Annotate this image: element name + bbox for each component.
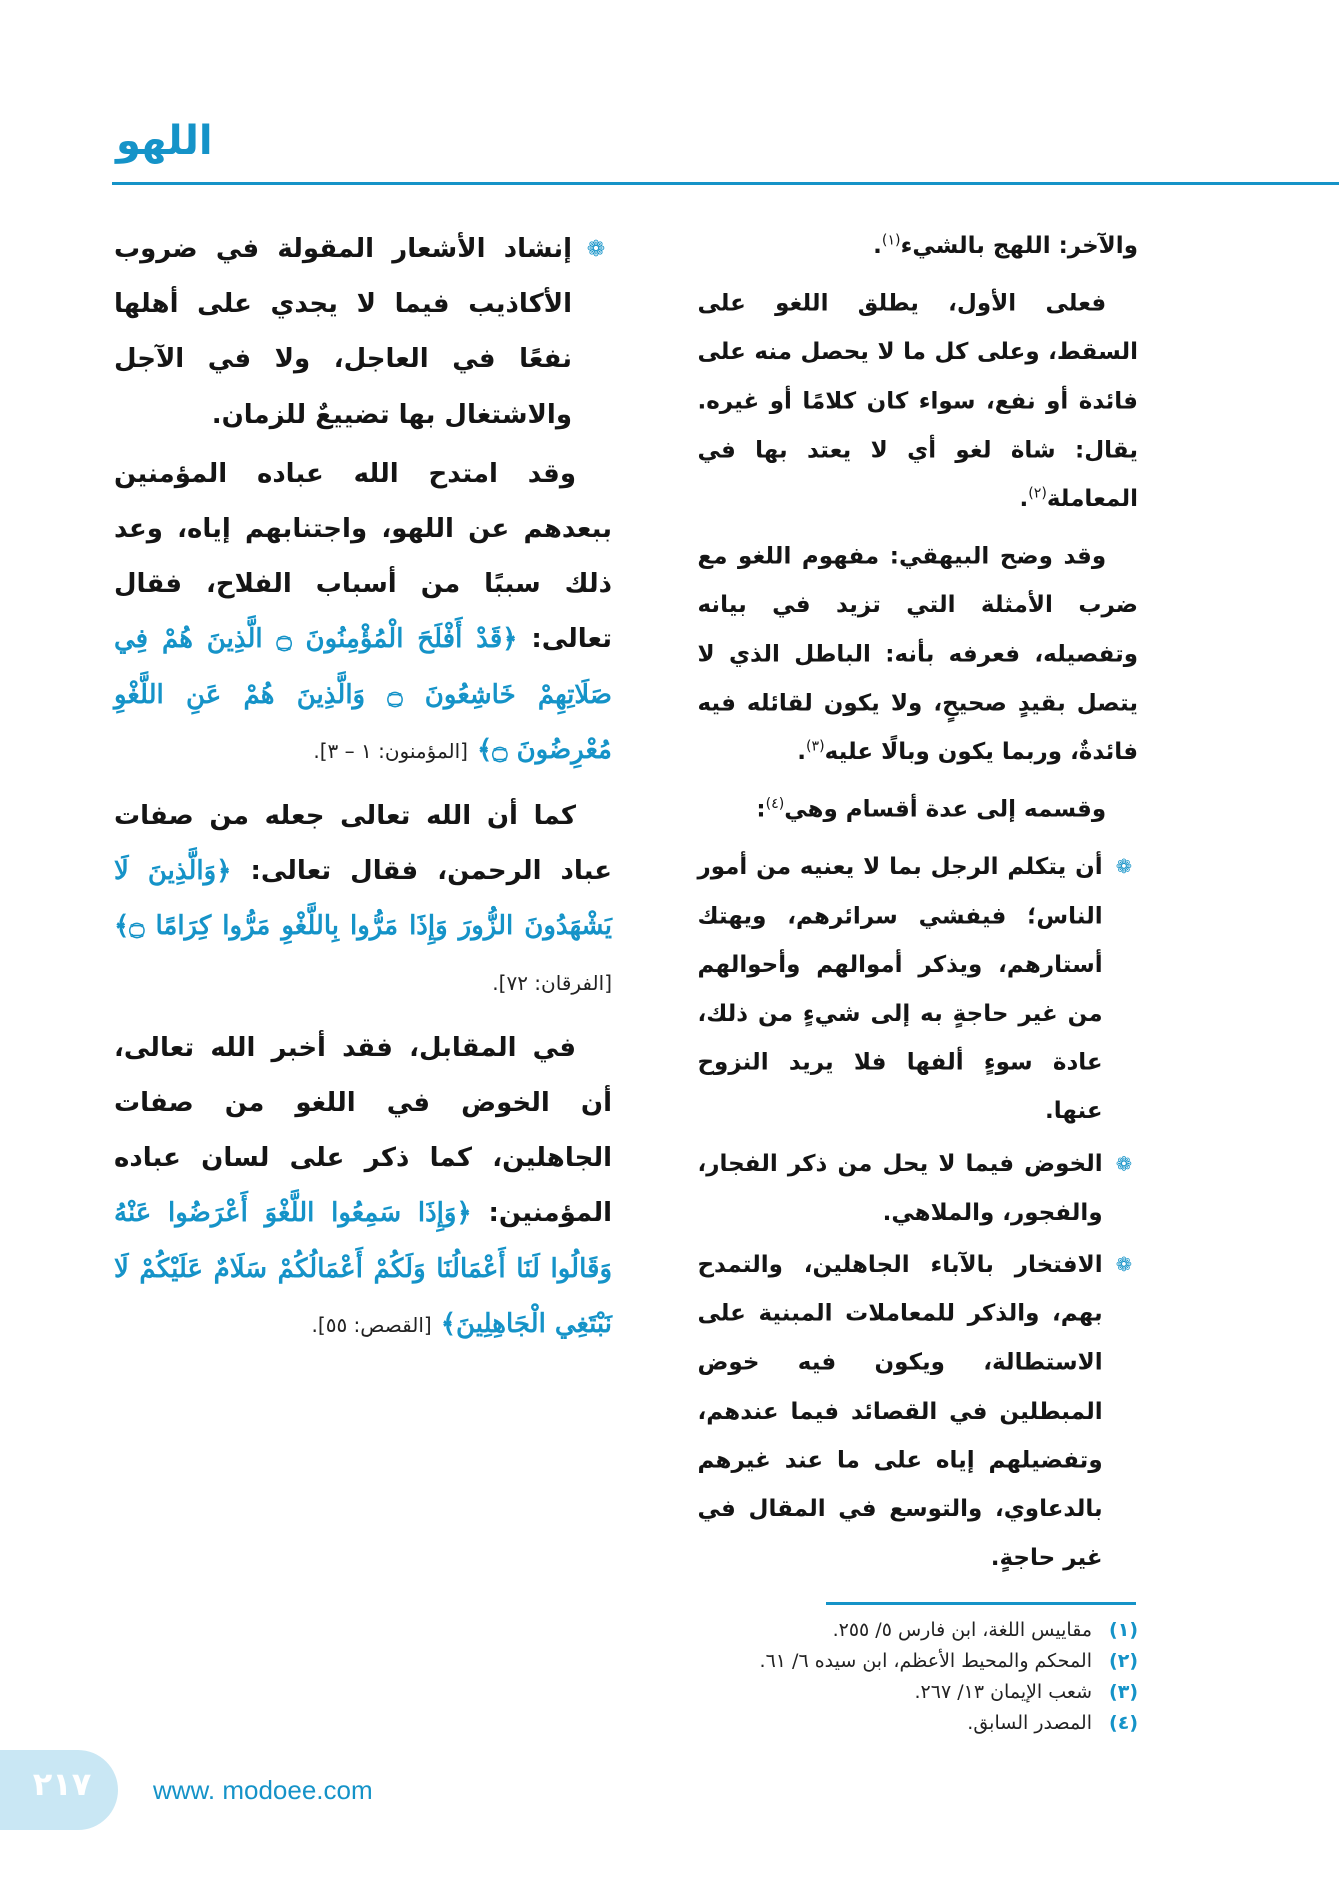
flower-bullet-icon: ❁	[1115, 856, 1133, 879]
list-item: ❁ أن يتكلم الرجل بما لا يعنيه من أمور الناس؛ فيفشي سرائرهم، ويهتك أستارهم، ويذكر أموالهم وأحوالهم من غير حاجةٍ به إلى شيءٍ من ذلك، عادة سوءٍ ألفها فلا يريد النزوح عنها.	[697, 843, 1138, 1136]
paragraph: وقد وضح البيهقي: مفهوم اللغو مع ضرب الأمثلة التي تزيد في بيانه وتفصيله، فعرفه بأنه: الباطل الذي لا يتصل بقيدٍ صحيحٍ، ولا يكون لقائله فيه فائدةٌ، وربما يكون وبالًا عليه$^{(٣)}$.	[697, 543, 1138, 766]
footnote-number: (٤)	[1109, 1712, 1138, 1734]
verse-reference: [الفرقان: ٧٢].	[492, 970, 612, 995]
header-divider	[112, 182, 1339, 185]
page-number: ٢١٧	[32, 1765, 92, 1803]
list-item: ❁ الافتخار بالآباء الجاهلين، والتمدح بهم، والذكر للمعاملات المبنية على الاستطالة، ويكون فيه خوض المبطلين في القصائد فيما عندهم، وتفضيلهم إياه على ما عند غيرهم بالدعاوي، والتوسع في المقال في غير حاجةٍ.	[697, 1241, 1138, 1583]
verse-reference: [المؤمنون: ١ – ٣].	[313, 738, 468, 763]
flower-bullet-icon: ❁	[1115, 1254, 1133, 1277]
footnote-number: (٣)	[1109, 1681, 1138, 1703]
footnote-item: (١) مقاييس اللغة، ابن فارس ٥/ ٢٥٥.	[640, 1615, 1138, 1646]
footnote-marker[interactable]: (١)	[881, 231, 901, 248]
footnote-marker[interactable]: (٢)	[1028, 484, 1047, 501]
flower-bullet-icon: ❁	[1115, 1153, 1133, 1176]
list-item: ❁ إنشاد الأشعار المقولة في ضروب الأكاذيب فيما لا يجدي على أهلها نفعًا في العاجل، ولا في الآجل والاشتغال بها تضييعٌ للزمان.	[114, 222, 612, 443]
footnote-divider	[826, 1602, 1136, 1605]
footnote-number: (٢)	[1109, 1650, 1138, 1672]
website-link[interactable]: www. modoee.com	[153, 1775, 373, 1805]
quran-verse: ﴿وَالَّذِينَ لَا يَشْهَدُونَ الزُّورَ وَإِذَا مَرُّوا بِاللَّغْوِ مَرُّوا كِرَامًا ۝﴾	[114, 856, 612, 942]
page-title: اللهو	[116, 118, 213, 164]
footnote-item: (٤) المصدر السابق.	[640, 1708, 1138, 1739]
flower-bullet-icon: ❁	[586, 237, 606, 262]
footnotes	[640, 1615, 1138, 1739]
footnote-marker[interactable]: (٤)	[765, 794, 785, 812]
paragraph: وقسمه إلى عدة أقسام وهي$^{(٤)}$:	[756, 794, 1107, 823]
quran-verse: ﴿قَدْ أَفْلَحَ الْمُؤْمِنُونَ ۝ الَّذِينَ هُمْ فِي صَلَاتِهِمْ خَاشِعُونَ ۝ وَالَّذِينَ هُمْ عَنِ اللَّغْوِ مُعْرِضُونَ ۝﴾	[114, 624, 612, 765]
paragraph: فعلى الأول، يطلق اللغو على السقط، وعلى كل ما لا يحصل منه على فائدة أو نفع، سواء كان كلامًا أو غيره. يقال: شاة لغو أي لا يعتد بها في المعاملة$^{(٢)}$.	[697, 290, 1138, 513]
paragraph: وقد امتدح الله عباده المؤمنين ببعدهم عن اللهو، واجتنابهم إياه، وعد ذلك سببًا من أسباب الفلاح، فقال تعالى: ﴿قَدْ أَفْلَحَ الْمُؤْمِنُونَ ۝ الَّذِينَ هُمْ فِي صَلَاتِهِمْ خَاشِعُونَ ۝ وَالَّذِينَ هُمْ عَنِ اللَّغْوِ مُعْرِضُونَ ۝﴾ [المؤمنون: ١ – ٣].	[114, 458, 612, 765]
verse-reference: [القصص: ٥٥].	[311, 1312, 432, 1337]
paragraph: والآخر: اللهج بالشيء$^{(١)}$.	[873, 231, 1138, 260]
paragraph: في المقابل، فقد أخبر الله تعالى، أن الخوض في اللغو من صفات الجاهلين، كما ذكر على لسان عباده المؤمنين: ﴿وَإِذَا سَمِعُوا اللَّغْوَ أَعْرَضُوا عَنْهُ وَقَالُوا لَنَا أَعْمَالُنَا وَلَكُمْ أَعْمَالُكُمْ سَلَامٌ عَلَيْكُمْ لَا نَبْتَغِي الْجَاهِلِينَ﴾ [القصص: ٥٥].	[114, 1032, 612, 1339]
footnote-item: (٢) المحكم والمحيط الأعظم، ابن سيده ٦/ ٦١.	[640, 1646, 1138, 1677]
right-column	[697, 222, 1138, 1586]
footnote-marker[interactable]: (٣)	[805, 737, 825, 754]
quran-verse: ﴿وَإِذَا سَمِعُوا اللَّغْوَ أَعْرَضُوا عَنْهُ وَقَالُوا لَنَا أَعْمَالُنَا وَلَكُمْ أَعْمَالُكُمْ سَلَامٌ عَلَيْكُمْ لَا نَبْتَغِي الْجَاهِلِينَ﴾	[114, 1198, 612, 1339]
list-item: ❁ الخوض فيما لا يحل من ذكر الفجار، والفجور، والملاهي.	[697, 1140, 1138, 1238]
footnote-item: (٣) شعب الإيمان ١٣/ ٢٦٧.	[640, 1677, 1138, 1708]
footnote-number: (١)	[1109, 1619, 1138, 1641]
paragraph: كما أن الله تعالى جعله من صفات عباد الرحمن، فقال تعالى: ﴿وَالَّذِينَ لَا يَشْهَدُونَ الزُّورَ وَإِذَا مَرُّوا بِاللَّغْوِ مَرُّوا كِرَامًا ۝﴾ [الفرقان: ٧٢].	[114, 801, 612, 995]
left-column	[114, 222, 612, 1363]
